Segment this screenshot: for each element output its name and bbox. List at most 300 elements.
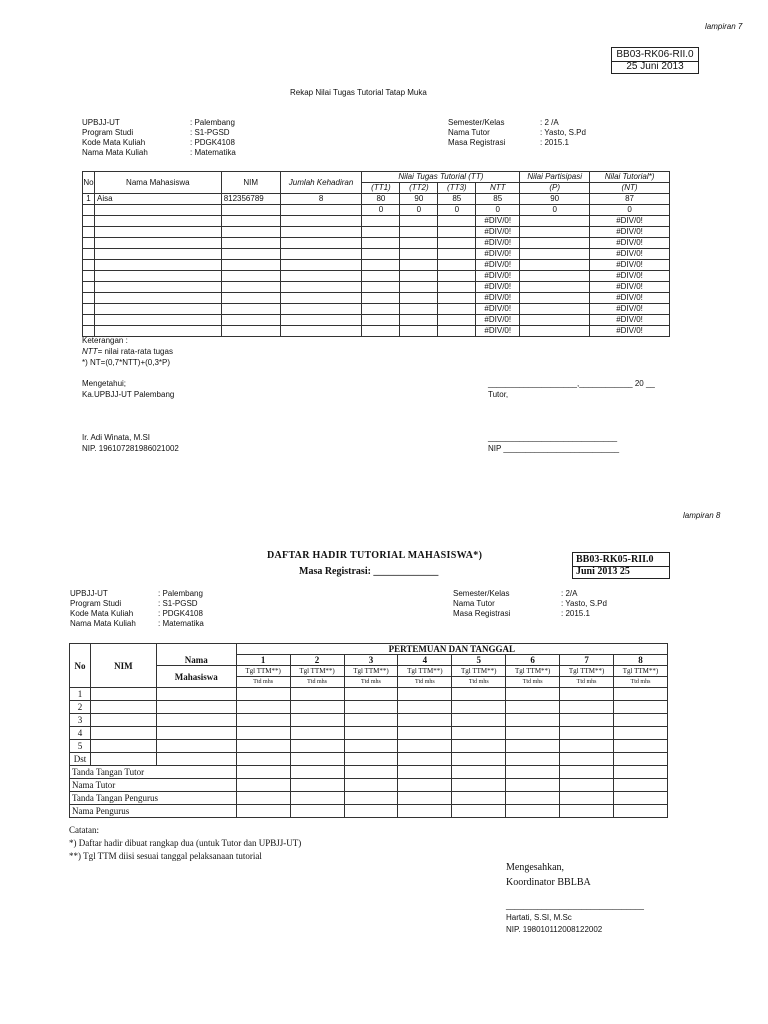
cell-nim (221, 326, 280, 337)
footer-cell (290, 766, 344, 779)
cell-nama (94, 315, 221, 326)
course-info-right-2 (453, 589, 607, 619)
attendance-cell (452, 740, 506, 753)
cell-p (520, 315, 590, 326)
attendance-cell (290, 701, 344, 714)
cell-no (83, 216, 95, 227)
cell-hadir (280, 205, 362, 216)
cell-no (83, 315, 95, 326)
cell-tt2 (400, 260, 438, 271)
attendance-row (70, 701, 668, 714)
info-row (70, 599, 204, 609)
info-row (82, 128, 236, 138)
cell-no (83, 238, 95, 249)
tgl-ttm-8: Tgl TTM**) (614, 666, 668, 677)
info-row (82, 118, 236, 128)
footer-row (70, 805, 668, 818)
cell-hadir (280, 238, 362, 249)
meeting-4: 4 (398, 655, 452, 666)
footer-label: Nama Pengurus (70, 805, 237, 818)
info-label: UPBJJ-UT (82, 118, 120, 127)
cell-tt2 (400, 282, 438, 293)
cell-no: 1 (83, 194, 95, 205)
cell-no (83, 205, 95, 216)
tgl-ttm-5: Tgl TTM**) (452, 666, 506, 677)
cell-tt2 (400, 315, 438, 326)
footer-cell (614, 779, 668, 792)
cell-no (83, 249, 95, 260)
info-row (70, 609, 204, 619)
info-value: : S1-PGSD (190, 128, 230, 137)
ttd-mhs-3: Ttd mhs (344, 677, 398, 688)
cell-no (83, 304, 95, 315)
cell-tt2 (400, 326, 438, 337)
cell-ntt: #DIV/0! (476, 315, 520, 326)
table-row (83, 326, 670, 337)
cell-nt: #DIV/0! (590, 326, 670, 337)
cell-tt2 (400, 304, 438, 315)
cell-hadir (280, 304, 362, 315)
header-p: (P) (520, 183, 590, 194)
attendance-cell (236, 753, 290, 766)
cell-nama (94, 326, 221, 337)
cell-hadir (280, 216, 362, 227)
table-row (83, 227, 670, 238)
attendance-cell (398, 753, 452, 766)
cell-nim (221, 260, 280, 271)
cell-no (83, 271, 95, 282)
row-number: 2 (70, 701, 91, 714)
info-row (448, 138, 586, 148)
tgl-ttm-3: Tgl TTM**) (344, 666, 398, 677)
footer-label: Nama Tutor (70, 779, 237, 792)
footer-cell (236, 792, 290, 805)
document-code-2: BB03-RK05-RII.0 (572, 552, 670, 567)
cell-nim (221, 238, 280, 249)
tutor-label: Tutor, (488, 390, 509, 399)
document-date-2: Juni 2013 25 (572, 565, 670, 579)
attendance-cell (90, 688, 156, 701)
attendance-cell (344, 740, 398, 753)
cell-nama (94, 249, 221, 260)
attendance-cell (560, 740, 614, 753)
table-row (83, 271, 670, 282)
info-row (453, 599, 607, 609)
info-label: Masa Registrasi (453, 609, 511, 618)
cell-nt: 87 (590, 194, 670, 205)
cell-nim (221, 216, 280, 227)
cell-nama (94, 282, 221, 293)
cell-tt2: 90 (400, 194, 438, 205)
att-header-nim: NIM (90, 644, 156, 688)
attendance-cell (344, 701, 398, 714)
document-date: 25 Juni 2013 (611, 60, 699, 74)
attendance-cell (156, 714, 236, 727)
attendance-cell (344, 688, 398, 701)
info-value: : Palembang (190, 118, 235, 127)
header-ntt: NTT (476, 183, 520, 194)
cell-hadir (280, 271, 362, 282)
catatan-label: Catatan: (69, 825, 99, 835)
info-label: Semester/Kelas (453, 589, 510, 598)
cell-ntt: #DIV/0! (476, 238, 520, 249)
att-header-mahasiswa: Mahasiswa (156, 666, 236, 688)
cell-nama (94, 227, 221, 238)
attendance-cell (236, 688, 290, 701)
attendance-cell (90, 701, 156, 714)
cell-tt3: 85 (438, 194, 476, 205)
header-tt3: (TT3) (438, 183, 476, 194)
attendance-row (70, 714, 668, 727)
cell-nim (221, 227, 280, 238)
cell-ntt: #DIV/0! (476, 216, 520, 227)
attendance-cell (398, 688, 452, 701)
cell-nim (221, 205, 280, 216)
info-value: : Matematika (158, 619, 204, 628)
attendance-cell (398, 701, 452, 714)
cell-tt1 (362, 260, 400, 271)
cell-nama (94, 271, 221, 282)
footer-cell (290, 805, 344, 818)
tgl-ttm-7: Tgl TTM**) (560, 666, 614, 677)
page-title: Rekap Nilai Tugas Tutorial Tatap Muka (290, 88, 427, 97)
cell-hadir: 8 (280, 194, 362, 205)
footer-cell (560, 766, 614, 779)
cell-no (83, 282, 95, 293)
cell-nama (94, 260, 221, 271)
footer-label: Tanda Tangan Tutor (70, 766, 237, 779)
cell-no (83, 326, 95, 337)
info-value: : Matematika (190, 148, 236, 157)
cell-tt2 (400, 216, 438, 227)
footer-cell (236, 805, 290, 818)
ttd-mhs-2: Ttd mhs (290, 677, 344, 688)
footer-cell (236, 766, 290, 779)
attendance-cell (398, 740, 452, 753)
info-label: Kode Mata Kuliah (82, 138, 146, 147)
cell-ntt: #DIV/0! (476, 304, 520, 315)
info-value: : PDGK4108 (158, 609, 203, 618)
footer-cell (614, 805, 668, 818)
attendance-cell (452, 688, 506, 701)
footer-cell (398, 779, 452, 792)
cell-tt3: 0 (438, 205, 476, 216)
attendance-cell (344, 753, 398, 766)
attendance-cell (614, 753, 668, 766)
cell-tt3 (438, 271, 476, 282)
signer-name: Ir. Adi Winata, M.SI (82, 433, 151, 442)
attendance-cell (398, 714, 452, 727)
cell-tt3 (438, 293, 476, 304)
cell-ntt: #DIV/0! (476, 260, 520, 271)
cell-nt: #DIV/0! (590, 293, 670, 304)
cell-tt1 (362, 249, 400, 260)
attendance-cell (560, 753, 614, 766)
footer-cell (560, 805, 614, 818)
cell-nim (221, 249, 280, 260)
cell-tt1 (362, 326, 400, 337)
header-nama: Nama Mahasiswa (94, 172, 221, 194)
course-info-left (82, 118, 236, 158)
table-row (83, 315, 670, 326)
attendance-cell (90, 753, 156, 766)
cell-nim (221, 304, 280, 315)
cell-no (83, 293, 95, 304)
footer-cell (398, 792, 452, 805)
tgl-ttm-4: Tgl TTM**) (398, 666, 452, 677)
cell-nt: #DIV/0! (590, 249, 670, 260)
cell-hadir (280, 227, 362, 238)
attendance-cell (156, 688, 236, 701)
table-row (83, 282, 670, 293)
header-tt1: (TT1) (362, 183, 400, 194)
info-value: : S1-PGSD (158, 599, 198, 608)
info-row (448, 128, 586, 138)
attendance-cell (560, 727, 614, 740)
attendance-cell (290, 714, 344, 727)
info-value: : 2015.1 (540, 138, 569, 147)
footer-cell (344, 792, 398, 805)
attendance-cell (156, 753, 236, 766)
attendance-cell (614, 740, 668, 753)
attendance-table (69, 643, 668, 818)
table-row (83, 249, 670, 260)
info-value: : Yasto, S.Pd (561, 599, 607, 608)
cell-ntt: #DIV/0! (476, 227, 520, 238)
attendance-cell (506, 753, 560, 766)
footer-cell (398, 805, 452, 818)
cell-nama (94, 238, 221, 249)
attendance-cell (90, 740, 156, 753)
formula-note: *) NT=(0,7*NTT)+(0,3*P) (82, 358, 171, 367)
cell-nama: Aisa (94, 194, 221, 205)
cell-nt: #DIV/0! (590, 260, 670, 271)
cell-nim (221, 293, 280, 304)
signer-nip: NIP. 196107281986021002 (82, 444, 179, 453)
cell-nama (94, 304, 221, 315)
table-row (83, 260, 670, 271)
ntt-note: NTT= nilai rata-rata tugas (82, 347, 173, 356)
footer-cell (560, 779, 614, 792)
cell-tt3 (438, 304, 476, 315)
info-row (82, 138, 236, 148)
meeting-7: 7 (560, 655, 614, 666)
cell-hadir (280, 282, 362, 293)
ttd-mhs-5: Ttd mhs (452, 677, 506, 688)
attendance-cell (156, 701, 236, 714)
attendance-cell (290, 753, 344, 766)
cell-nim (221, 271, 280, 282)
cell-tt3 (438, 260, 476, 271)
cell-tt3 (438, 227, 476, 238)
footer-cell (506, 792, 560, 805)
table-row (83, 238, 670, 249)
attendance-cell (398, 727, 452, 740)
cell-tt1: 80 (362, 194, 400, 205)
attendance-cell (236, 714, 290, 727)
cell-p (520, 227, 590, 238)
cell-p (520, 326, 590, 337)
tgl-ttm-2: Tgl TTM**) (290, 666, 344, 677)
attendance-cell (344, 714, 398, 727)
cell-p (520, 260, 590, 271)
header-no: No (83, 172, 95, 194)
cell-ntt: #DIV/0! (476, 271, 520, 282)
info-value: : Yasto, S.Pd (540, 128, 586, 137)
cell-p (520, 282, 590, 293)
cell-tt1 (362, 293, 400, 304)
header-nim: NIM (221, 172, 280, 194)
info-row (453, 589, 607, 599)
mengetahui-label: Mengetahui; (82, 379, 127, 388)
tgl-ttm-1: Tgl TTM**) (236, 666, 290, 677)
attendance-cell (452, 714, 506, 727)
table-row (83, 205, 670, 216)
tutor-sign-line: _____________________________ (488, 433, 618, 442)
table-row (83, 194, 670, 205)
footer-cell (290, 792, 344, 805)
attendance-title: DAFTAR HADIR TUTORIAL MAHASISWA*) (267, 550, 483, 561)
cell-nt: #DIV/0! (590, 227, 670, 238)
cell-tt2 (400, 293, 438, 304)
attendance-cell (506, 688, 560, 701)
att-header-no: No (70, 644, 91, 688)
cell-nama (94, 205, 221, 216)
cell-tt1 (362, 216, 400, 227)
info-value: : 2015.1 (561, 609, 590, 618)
cell-p (520, 238, 590, 249)
cell-nt: 0 (590, 205, 670, 216)
attendance-cell (90, 714, 156, 727)
info-label: Nama Tutor (453, 599, 495, 608)
meeting-8: 8 (614, 655, 668, 666)
tutor-nip-line: NIP __________________________ (488, 444, 620, 453)
cell-hadir (280, 315, 362, 326)
row-number: 5 (70, 740, 91, 753)
attendance-cell (236, 740, 290, 753)
cell-no (83, 260, 95, 271)
date-line: ____________________,____________ 20 __ (488, 379, 655, 388)
cell-tt3 (438, 216, 476, 227)
mengesahkan-label: Mengesahkan, (506, 862, 565, 873)
cell-tt1 (362, 304, 400, 315)
course-info-left-2 (70, 589, 204, 629)
cell-tt1 (362, 271, 400, 282)
cell-p (520, 293, 590, 304)
footer-cell (614, 792, 668, 805)
meeting-5: 5 (452, 655, 506, 666)
info-value: : Palembang (158, 589, 203, 598)
cell-tt3 (438, 249, 476, 260)
cell-nt: #DIV/0! (590, 304, 670, 315)
attendance-row (70, 727, 668, 740)
info-value: : 2 /A (540, 118, 559, 127)
cell-p (520, 249, 590, 260)
footer-cell (344, 766, 398, 779)
table-row (83, 304, 670, 315)
tgl-ttm-6: Tgl TTM**) (506, 666, 560, 677)
attendance-cell (290, 727, 344, 740)
cell-tt1 (362, 315, 400, 326)
ttd-mhs-6: Ttd mhs (506, 677, 560, 688)
footer-row (70, 779, 668, 792)
cell-p (520, 304, 590, 315)
attendance-cell (614, 688, 668, 701)
koordinator-label: Koordinator BBLBA (506, 877, 591, 888)
ntt-note-text: = nilai rata-rata tugas (97, 347, 173, 356)
attendance-cell (560, 701, 614, 714)
info-label: Nama Mata Kuliah (82, 148, 148, 157)
cell-tt1 (362, 282, 400, 293)
attendance-cell (560, 688, 614, 701)
cell-p: 90 (520, 194, 590, 205)
row-number: 3 (70, 714, 91, 727)
koordinator-sign-line: _______________________________ (506, 901, 644, 910)
attendance-cell (156, 727, 236, 740)
ttd-mhs-4: Ttd mhs (398, 677, 452, 688)
meeting-1: 1 (236, 655, 290, 666)
cell-nim (221, 282, 280, 293)
lampiran-label-2: lampiran 8 (683, 511, 721, 520)
table-row (83, 216, 670, 227)
cell-nama (94, 293, 221, 304)
attendance-cell (452, 701, 506, 714)
header-nt: (NT) (590, 183, 670, 194)
note-1: *) Daftar hadir dibuat rangkap dua (untuk Tutor dan UPBJJ-UT) (69, 838, 302, 848)
cell-ntt: 85 (476, 194, 520, 205)
cell-nt: #DIV/0! (590, 238, 670, 249)
cell-nim (221, 315, 280, 326)
cell-tt2 (400, 271, 438, 282)
info-row (70, 589, 204, 599)
attendance-cell (156, 740, 236, 753)
header-tt-group: Nilai Tugas Tutorial (TT) (362, 172, 520, 183)
cell-ntt: 0 (476, 205, 520, 216)
header-kehadiran: Jumlah Kehadiran (280, 172, 362, 194)
cell-hadir (280, 326, 362, 337)
footer-cell (344, 779, 398, 792)
footer-cell (452, 805, 506, 818)
header-tt2: (TT2) (400, 183, 438, 194)
cell-tt1 (362, 227, 400, 238)
footer-cell (236, 779, 290, 792)
attendance-cell (506, 701, 560, 714)
cell-hadir (280, 260, 362, 271)
cell-p (520, 271, 590, 282)
cell-hadir (280, 249, 362, 260)
attendance-cell (506, 740, 560, 753)
table-row (83, 293, 670, 304)
attendance-cell (560, 714, 614, 727)
cell-ntt: #DIV/0! (476, 249, 520, 260)
attendance-cell (236, 701, 290, 714)
attendance-cell (90, 727, 156, 740)
cell-no (83, 227, 95, 238)
footer-cell (560, 792, 614, 805)
attendance-cell (452, 753, 506, 766)
cell-tt3 (438, 315, 476, 326)
cell-nim: 812356789 (221, 194, 280, 205)
cell-nama (94, 216, 221, 227)
attendance-cell (290, 740, 344, 753)
note-2: **) Tgl TTM diisi sesuai tanggal pelaksanaan tutorial (69, 851, 262, 861)
footer-cell (614, 766, 668, 779)
info-row (70, 619, 204, 629)
row-number: 1 (70, 688, 91, 701)
attendance-cell (614, 727, 668, 740)
info-label: Masa Registrasi (448, 138, 506, 147)
attendance-row (70, 688, 668, 701)
